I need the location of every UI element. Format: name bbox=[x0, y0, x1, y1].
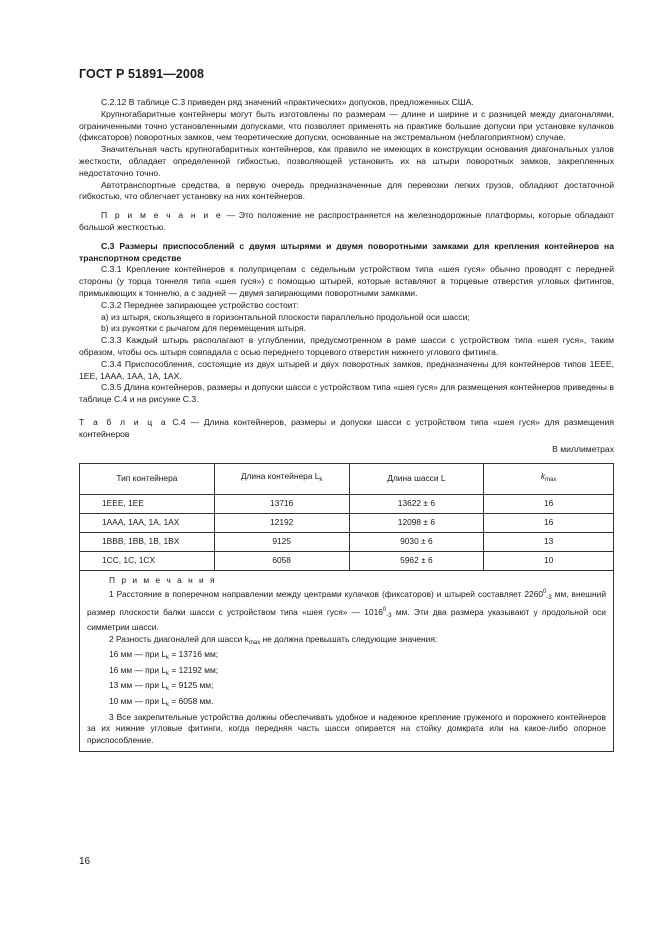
paragraph-c3-3: C.3.3 Каждый штырь располагают в углублении, предусмотренном в раме шасси с устройством типа «шея гуся», таким образом, чтобы ось штыря совпадала с осью переднего торцевого отверстия нижнего углового фитинга. bbox=[79, 335, 614, 357]
cell-chassis: 12098 ± 6 bbox=[349, 514, 484, 533]
cell-kmax: 10 bbox=[484, 552, 614, 571]
header-length: Длина контейнера $L_k$ bbox=[214, 464, 349, 495]
page-content bbox=[79, 97, 614, 752]
note-1: 1 Расстояние в поперечном направлении между центрами кулачков (фиксаторов) и штырей составляет $2260^0_{-3}$ мм, внешний размер плоскости балки шасси с устройством типа «шея гуся» — $1016^0_{-3}$ мм. Эти два размера указывают у продольной оси симметрии шасси. bbox=[87, 588, 606, 633]
note-text: — Это положение не распространяется на железнодорожные платформы, которые обладают большой жесткостью. bbox=[79, 210, 615, 232]
note-2: 2 Разность диагоналей для шасси $k_{max}$ не должна превышать следующие значения: bbox=[109, 633, 438, 646]
notes-title: П р и м е ч а н и я bbox=[109, 575, 217, 586]
note-2-value: 16 мм — при $L_k = 12192$ мм; bbox=[109, 664, 219, 677]
cell-chassis: 13622 ± 6 bbox=[349, 495, 484, 514]
cell-length: 9125 bbox=[214, 533, 349, 552]
cell-length: 13716 bbox=[214, 495, 349, 514]
note-2-value: 10 мм — при $L_k = 6058$ мм. bbox=[109, 696, 214, 709]
table-notes-row bbox=[80, 571, 614, 752]
page-number: 16 bbox=[79, 856, 91, 867]
paragraph-c2-12: C.2.12 В таблице С.3 приведен ряд значений «практических» допусков, предложенных США. bbox=[101, 97, 474, 107]
table-header-row bbox=[80, 464, 614, 495]
note-3: 3 Все закрепительные устройства должны обеспечивать удобное и надежное крепление груженого и порожнего контейнеров за их нижние угловые фитинги, когда передняя часть шасси опирается на стойку домкрата или на какое-либо опорное приспособление. bbox=[87, 711, 606, 745]
header-kmax-sub: max bbox=[545, 477, 557, 484]
cell-type: 1BBB, 1BB, 1B, 1BX bbox=[80, 533, 215, 552]
header-type: Тип контейнера bbox=[80, 464, 215, 495]
cell-type: 1AAA, 1AA, 1A, 1AX bbox=[80, 514, 215, 533]
table-row bbox=[80, 552, 614, 571]
paragraph-c3-4: C.3.4 Приспособления, состоящие из двух штырей и двух поворотных замков, предназначены для контейнеров типов 1EEE, 1EE, 1AAA, 1AA, 1A, 1AX. bbox=[79, 358, 614, 381]
header-kmax: $k_{max}$ bbox=[484, 464, 614, 495]
header-length-sub: k bbox=[319, 477, 323, 484]
paragraph-c3-2: C.3.2 Переднее запирающее устройство состоит: bbox=[101, 299, 299, 310]
cell-kmax: 16 bbox=[484, 514, 614, 533]
table-row bbox=[80, 533, 614, 552]
list-item-b: b) из рукоятки с рычагом для перемещения штыря. bbox=[101, 323, 307, 334]
table-row bbox=[80, 514, 614, 533]
table-row bbox=[80, 495, 614, 514]
cell-type: 1CC, 1C, 1CX bbox=[80, 552, 215, 571]
table-c4 bbox=[79, 463, 614, 752]
document-header: ГОСТ Р 51891—2008 bbox=[79, 67, 205, 81]
note-2-value: 16 мм — при $L_k = 13716$ мм; bbox=[109, 649, 219, 662]
paragraph: Автотранспортные средства, в первую очередь предназначенные для перевозки легких грузов, обладают достаточной гибкостью, что облегчает установку на них контейнеров. bbox=[79, 179, 614, 202]
paragraph-c3-1: C.3.1 Крепление контейнеров к полуприцепам с седельным устройством типа «шея гуся» обычно проводят с передней стороны (у торца тоннеля типа «шея гуся») с помощью штырей, которые вставляют в торцевые отверстия угловых фитингов, примыкающих к тоннелю, а с задней — двумя запирающими поворотными замками. bbox=[79, 264, 614, 298]
paragraph: Крупногабаритные контейнеры могут быть изготовлены по размерам — длине и ширине и с разницей между диагоналями, ограниченными точно установленными допусками, что позволяет применять на практике большие допуски при установке кулачков (фиксаторов) поворотных замков, чем теоретические допуски, основанные на экстремальном (неблагоприятном) случае. bbox=[79, 108, 614, 143]
cell-chassis: 5962 ± 6 bbox=[349, 552, 484, 571]
paragraph-c3-5: C.3.5 Длина контейнеров, размеры и допуски шасси с устройством типа «шея гуся» для размещения контейнеров приведены в таблице С.4 и на рисунке С.3. bbox=[79, 382, 614, 405]
table-label: Т а б л и ц а bbox=[79, 416, 168, 427]
header-chassis: Длина шасси L bbox=[349, 464, 484, 495]
cell-kmax: 16 bbox=[484, 495, 614, 514]
cell-length: 6058 bbox=[214, 552, 349, 571]
table-notes bbox=[80, 571, 614, 752]
section-title-c3: C.3 Размеры приспособлений с двумя штырями и двумя поворотными замками для крепления контейнеров на транспортном средстве bbox=[79, 240, 614, 263]
paragraph: Значительная часть крупногабаритных контейнеров, как правило не имеющих в конструкции основания диагональных узлов жесткости, обладает определенной гибкостью, позволяющей установить их на штыри поворотных замков, закрепленных недостаточно точно. bbox=[79, 144, 614, 178]
table-units: В миллиметрах bbox=[552, 443, 614, 454]
table-caption-text: С.4 — Длина контейнеров, размеры и допуски шасси с устройством типа «шея гуся» для размещения контейнеров bbox=[79, 416, 614, 439]
cell-chassis: 9030 ± 6 bbox=[349, 533, 484, 552]
table-caption bbox=[79, 417, 614, 441]
cell-kmax: 13 bbox=[484, 533, 614, 552]
note-label: П р и м е ч а н и е bbox=[101, 210, 223, 221]
list-item-a: a) из штыря, скользящего в горизонтальной плоскости параллельно продольной оси шасси; bbox=[101, 311, 470, 322]
cell-length: 12192 bbox=[214, 514, 349, 533]
cell-type: 1EEE, 1EE bbox=[80, 495, 215, 514]
note-2-value: 13 мм — при $L_k = 9125$ мм; bbox=[109, 680, 214, 693]
note bbox=[79, 210, 614, 234]
